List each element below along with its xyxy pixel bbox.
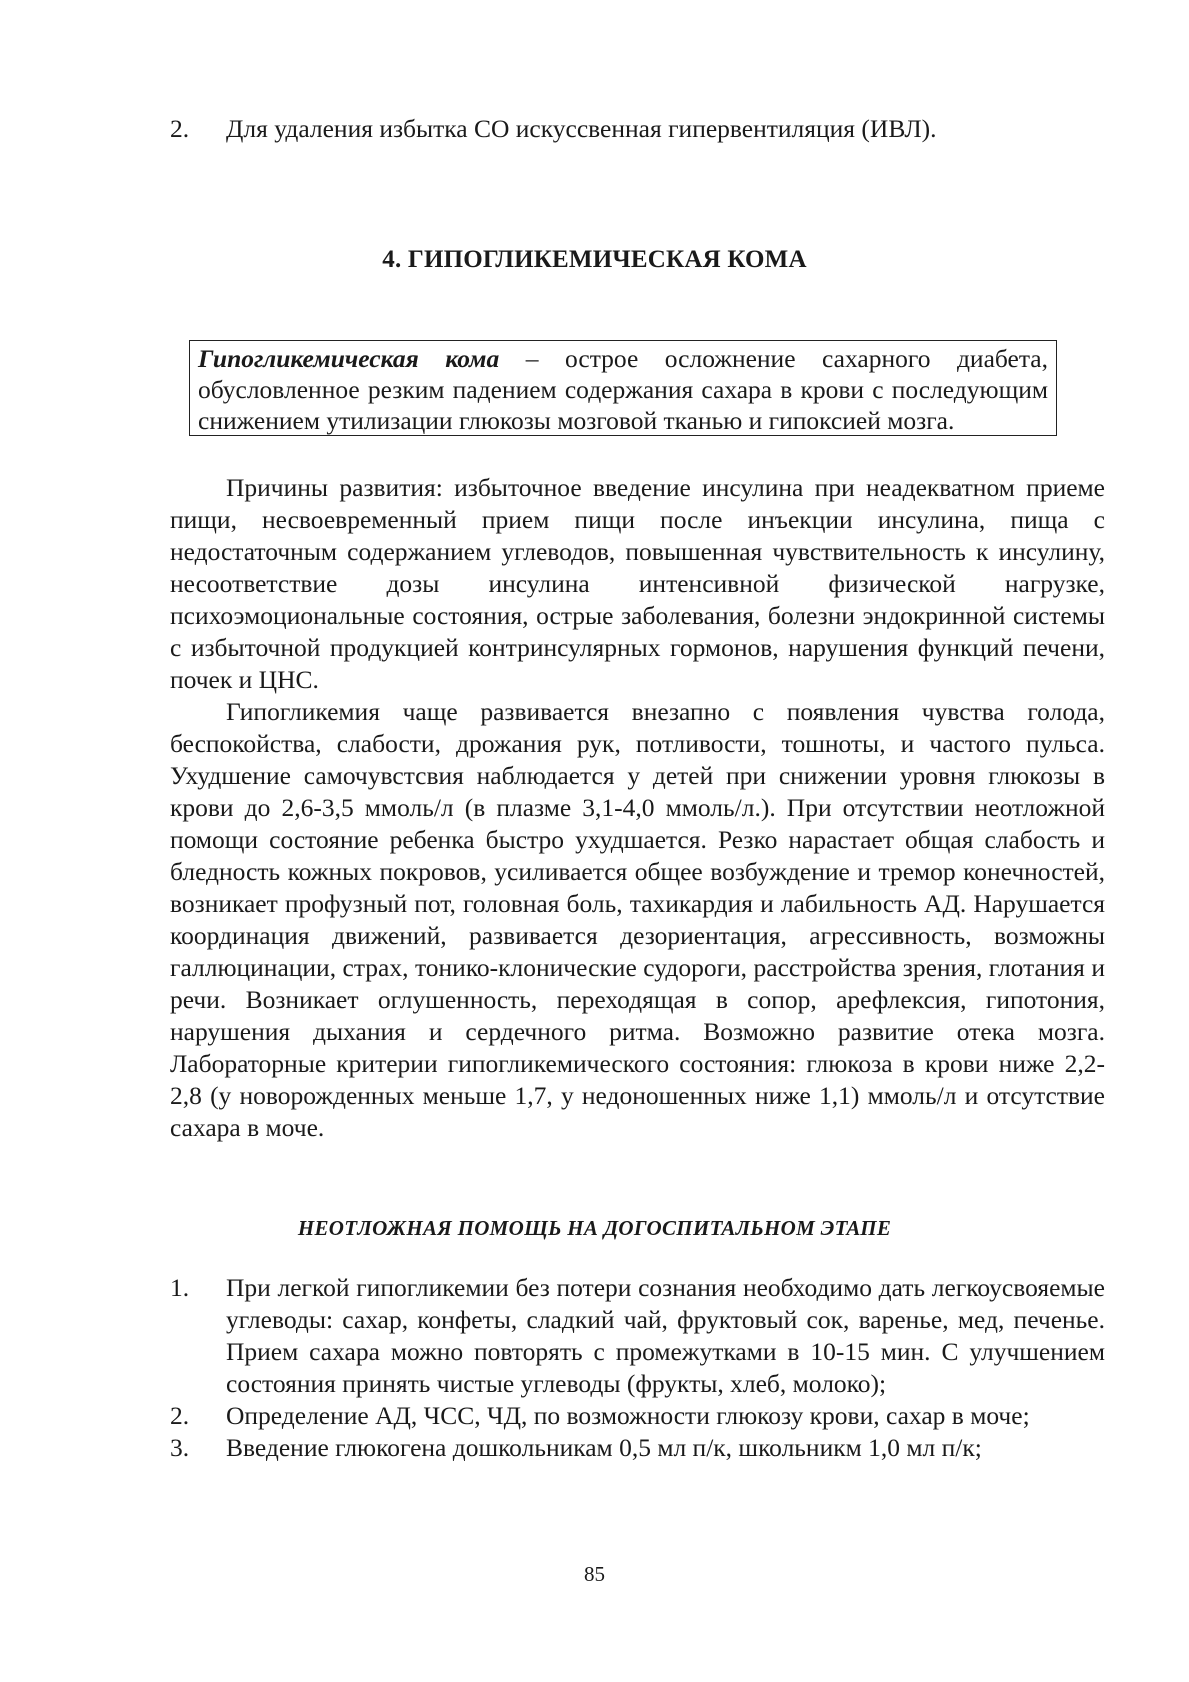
definition-term: Гипогликемическая кома: [198, 344, 500, 373]
section-heading-text: НЕОТЛОЖНАЯ ПОМОЩЬ НА ДОГОСПИТАЛЬНОМ ЭТАПЕ: [297, 1216, 892, 1240]
list-item-number: 1.: [170, 1273, 190, 1302]
page-number: 85: [584, 1562, 605, 1586]
section-heading: [0, 1212, 1189, 1244]
list-item-number: 3.: [170, 1433, 190, 1462]
definition-box: [189, 340, 1057, 436]
list-item: [170, 1400, 1105, 1432]
emergency-steps-list: [170, 1272, 1105, 1464]
definition-text: – острое осложнение сахарного диабета, обусловленное резким падением содержания сахара в крови с последующим снижением утилизации глюкозы мозговой тканью и гипоксией мозга.: [198, 344, 1048, 435]
list-item-number: 2.: [170, 114, 190, 143]
list-item-top: [170, 113, 1105, 145]
list-item-text: Определение АД, ЧСС, ЧД, по возможности глюкозу крови, сахар в моче;: [226, 1401, 1030, 1430]
paragraph-symptoms: Гипогликемия чаще развивается внезапно с появления чувства голода, беспокойства, слабости, дрожания рук, потливости, тошноты, и частого пульса. Ухудшение самочувстсвия наблюдается у детей при снижении уровня глюкозы в крови до 2,6-3,5 ммоль/л (в плазме 3,1-4,0 ммоль/л.). При отсутствии неотложной помощи состояние ребенка быстро ухудшается. Резко нарастает общая слабость и бледность кожных покровов, усиливается общее возбуждение и тремор конечностей, возникает профузный пот, головная боль, тахикардия и лабильность АД. Нарушается координация движений, развивается дезориентация, агрессивность, возможны галлюцинации, страх, тонико-клонические судороги, расстройства зрения, глотания и речи. Возникает оглушенность, переходящая в сопор, арефлексия, гипотония, нарушения дыхания и сердечного ритма. Возможно развитие отека мозга. Лабораторные критерии гипогликемического состояния: глюкоза в крови ниже 2,2-2,8 (у новорожденных меньше 1,7, у недоношенных ниже 1,1) ммоль/л и отсутствие сахара в моче.: [170, 697, 1105, 1142]
list-item-number: 2.: [170, 1401, 190, 1430]
chapter-title: 4. ГИПОГЛИКЕМИЧЕСКАЯ КОМА: [382, 246, 807, 273]
list-item: [170, 1432, 1105, 1464]
list-item-text: Для удаления избытка СО искуссвенная гипервентиляция (ИВЛ).: [226, 114, 937, 143]
list-item: [170, 1272, 1105, 1400]
list-item-text: При легкой гипогликемии без потери сознания необходимо дать легкоусвояемые углеводы: сахар, конфеты, сладкий чай, фруктовый сок, варенье, мед, печенье. Прием сахара можно повторять с промежутками в 10-15 мин. С улучшением состояния принять чистые углеводы (фрукты, хлеб, молоко);: [226, 1273, 1105, 1398]
paragraph-causes: Причины развития: избыточное введение инсулина при неадекватном приеме пищи, несвоевременный прием пищи после инъекции инсулина, пища с недостаточным содержанием углеводов, повышенная чувствительность к инсулину, несоответствие дозы инсулина интенсивной физической нагрузке, психоэмоциональные состояния, острые заболевания, болезни эндокринной системы с избыточной продукцией контринсулярных гормонов, нарушения функций печени, почек и ЦНС.: [170, 473, 1105, 694]
body-text: [170, 472, 1105, 1144]
list-item-text: Введение глюкогена дошкольникам 0,5 мл п/к, школьникм 1,0 мл п/к;: [226, 1433, 982, 1462]
